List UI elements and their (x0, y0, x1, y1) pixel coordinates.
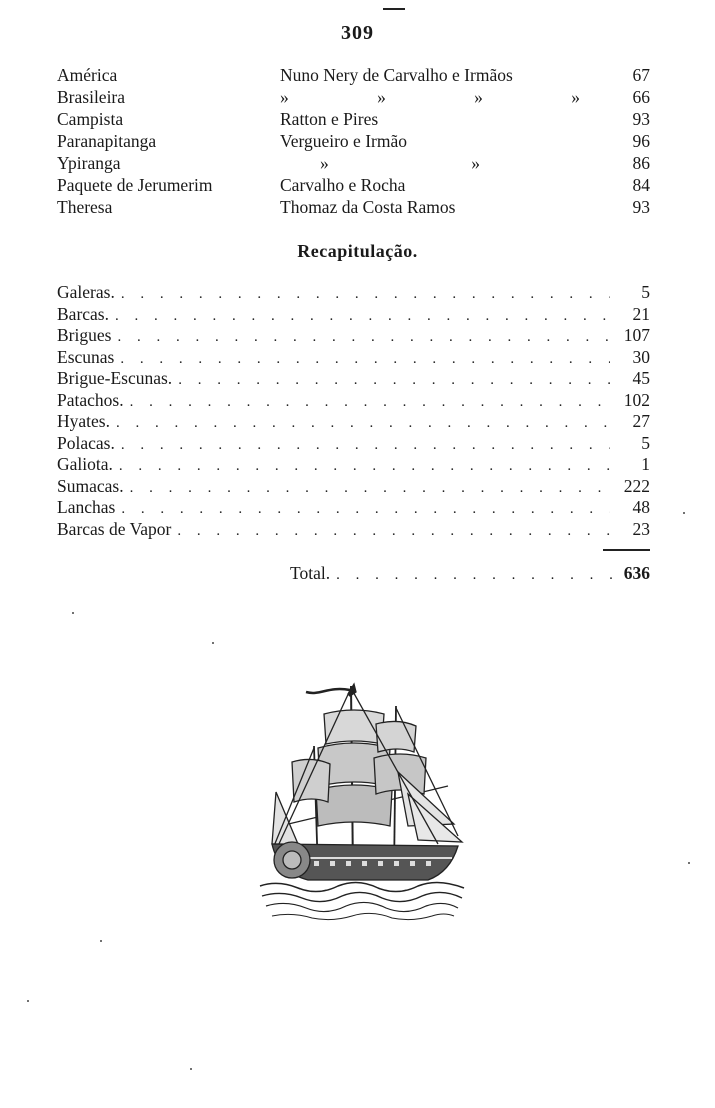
ship-name: Theresa (57, 197, 113, 217)
ship-name: Ypiranga (57, 153, 121, 173)
sailing-ship-icon (258, 676, 468, 924)
ship-owner: Thomaz da Costa Ramos (280, 197, 456, 217)
dot-leader (120, 349, 610, 371)
recap-row (57, 497, 650, 519)
ship-row-ypiranga (57, 152, 650, 174)
recap-title: Recapitulação. (297, 241, 418, 261)
recap-row (57, 454, 650, 476)
recap-row (57, 390, 650, 412)
ship-name: Campista (57, 109, 124, 129)
dot-leader (178, 370, 610, 392)
ditto-marks (280, 86, 580, 108)
recap-label: Polacas. (57, 432, 115, 453)
ship-table (57, 64, 650, 218)
ship-owner: Ratton e Pires (280, 109, 379, 129)
ship-row-paranapitanga (57, 130, 650, 152)
ditto-mark: » (474, 87, 483, 107)
ink-speck (212, 642, 214, 644)
recap-label: Barcas de Vapor (57, 518, 172, 539)
recap-row (57, 325, 650, 347)
ship-row-brasileira (57, 86, 650, 108)
ship-number: 66 (632, 87, 650, 107)
recap-label: Lanchas (57, 497, 116, 517)
recap-label: Barcas. (57, 303, 109, 324)
ink-speck (688, 862, 690, 864)
total-label: Total. (290, 563, 331, 583)
ink-speck (27, 1000, 29, 1002)
recap-count: 45 (632, 368, 650, 388)
ship-owner: Vergueiro e Irmão (280, 131, 407, 151)
dot-leader (130, 478, 610, 500)
ship-row-paquete-de-jerumerim (57, 174, 650, 196)
ink-speck (100, 940, 102, 942)
recap-count: 21 (632, 303, 650, 324)
recap-count: 5 (641, 282, 650, 302)
recap-row (57, 411, 650, 433)
dot-leader (121, 499, 610, 521)
recap-label: Brigues (57, 325, 112, 345)
ship-number: 96 (632, 131, 650, 151)
ship-name: América (57, 65, 118, 85)
recap-row (57, 519, 650, 541)
dot-leader (115, 306, 610, 328)
recap-label: Escunas (57, 346, 115, 367)
ditto-mark: » (471, 153, 480, 173)
dot-leader (117, 327, 610, 349)
ship-number: 93 (632, 197, 650, 217)
ditto-mark: » (280, 87, 289, 107)
recap-count: 27 (632, 411, 650, 431)
ditto-mark: » (320, 153, 329, 173)
recap-label: Brigue-Escunas. (57, 368, 173, 388)
dot-leader (121, 435, 610, 457)
dot-leader (119, 456, 610, 478)
recap-count: 102 (623, 389, 650, 410)
ship-row-theresa (57, 196, 650, 218)
total-row (290, 563, 650, 584)
ditto-marks (320, 152, 480, 174)
recap-row (57, 433, 650, 455)
dot-leader (130, 392, 610, 414)
recap-label: Galeras. (57, 282, 115, 302)
recap-table (57, 282, 650, 540)
recap-count: 23 (632, 518, 650, 539)
ink-speck (190, 1068, 192, 1070)
dot-leader (177, 521, 610, 543)
ship-name: Brasileira (57, 87, 126, 107)
recap-row (57, 368, 650, 390)
dot-leader (116, 413, 610, 435)
ship-owner: Nuno Nery de Carvalho e Irmãos (280, 65, 513, 85)
recap-label: Sumacas. (57, 475, 124, 496)
recap-count: 222 (623, 475, 650, 496)
page-number: 309 (341, 22, 374, 44)
ditto-mark: » (571, 87, 580, 107)
dot-leader (336, 567, 618, 584)
recap-count: 30 (632, 346, 650, 367)
ship-name: Paquete de Jerumerim (57, 175, 213, 195)
recap-label: Patachos. (57, 389, 124, 410)
total-count: 636 (623, 563, 650, 583)
ship-owner: Carvalho e Rocha (280, 175, 406, 195)
recap-count: 107 (623, 325, 650, 345)
ditto-mark: » (377, 87, 386, 107)
ship-number: 84 (632, 175, 650, 195)
ink-speck (72, 612, 74, 614)
dot-leader (121, 284, 610, 306)
ink-speck (683, 512, 685, 514)
ship-number: 86 (632, 153, 650, 173)
sum-rule (603, 549, 650, 551)
recap-row (57, 304, 650, 326)
ship-row-america (57, 64, 650, 86)
recap-row (57, 282, 650, 304)
recap-count: 1 (641, 454, 650, 474)
recap-count: 5 (641, 432, 650, 453)
ship-row-campista (57, 108, 650, 130)
recap-label: Galiota. (57, 454, 113, 474)
ship-number: 67 (632, 65, 650, 85)
recap-label: Hyates. (57, 411, 110, 431)
recap-count: 48 (632, 497, 650, 517)
ship-name: Paranapitanga (57, 131, 157, 151)
recap-row (57, 476, 650, 498)
top-rule (383, 8, 405, 10)
ship-number: 93 (632, 109, 650, 129)
recap-row (57, 347, 650, 369)
